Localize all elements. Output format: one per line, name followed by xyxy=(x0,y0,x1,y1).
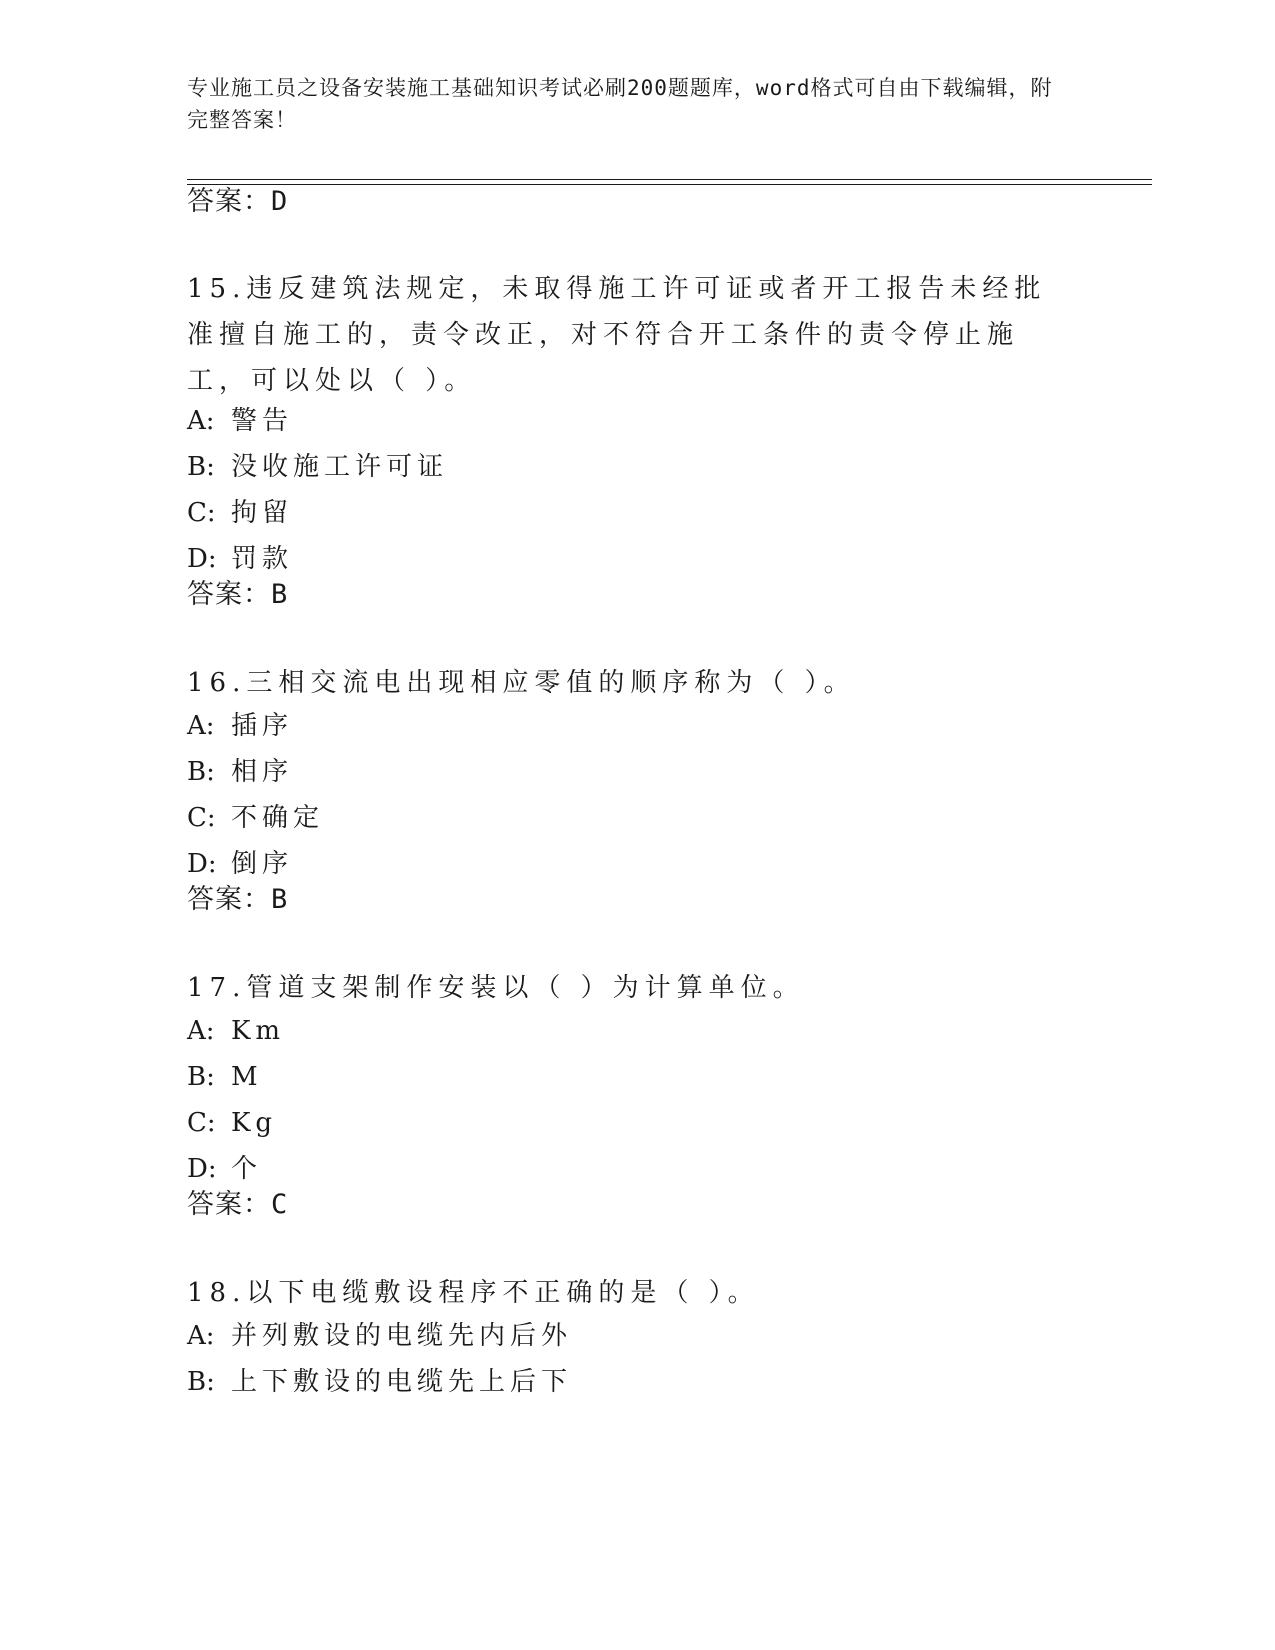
option-text: 拘留 xyxy=(231,498,294,528)
header-divider-top xyxy=(187,179,1152,180)
option-item xyxy=(187,1054,1087,1100)
answer-label: 答案：D xyxy=(187,186,289,217)
question-block xyxy=(187,266,1087,404)
option-item xyxy=(187,703,1087,749)
options-list xyxy=(187,1008,1087,1192)
option-text: 罚款 xyxy=(231,544,294,574)
option-key: C: xyxy=(187,498,216,528)
option-key: A: xyxy=(187,1321,215,1351)
option-item xyxy=(187,490,1087,536)
option-key: D: xyxy=(187,1154,217,1184)
options-list xyxy=(187,1313,1087,1405)
answer-label: 答案：B xyxy=(187,579,289,610)
options-list xyxy=(187,398,1087,582)
option-key: B: xyxy=(187,452,215,482)
option-text: 不确定 xyxy=(231,803,325,833)
option-item xyxy=(187,1008,1087,1054)
option-text: M xyxy=(231,1062,263,1092)
option-key: C: xyxy=(187,1108,216,1138)
option-item xyxy=(187,398,1087,444)
options-list xyxy=(187,703,1087,887)
option-text: 插序 xyxy=(231,711,294,741)
option-text: 个 xyxy=(231,1154,263,1184)
option-text: 并列敷设的电缆先内后外 xyxy=(231,1321,573,1351)
option-text: 没收施工许可证 xyxy=(231,452,449,482)
option-key: A: xyxy=(187,406,215,436)
option-text: Kg xyxy=(231,1108,278,1138)
option-text: 警告 xyxy=(231,406,294,436)
question-text: 15.违反建筑法规定，未取得施工许可证或者开工报告未经批准擅自施工的，责令改正，对不符合开工条件的责令停止施工，可以处以（ ）。 xyxy=(187,274,1047,396)
option-key: D: xyxy=(187,544,217,574)
option-item xyxy=(187,1100,1087,1146)
option-item xyxy=(187,444,1087,490)
option-text: 相序 xyxy=(231,757,294,787)
option-key: A: xyxy=(187,711,215,741)
question-block xyxy=(187,660,1087,706)
question-block xyxy=(187,965,1087,1011)
option-key: B: xyxy=(187,1367,215,1397)
option-key: B: xyxy=(187,757,215,787)
option-key: B: xyxy=(187,1062,215,1092)
option-key: A: xyxy=(187,1016,215,1046)
option-text: 上下敷设的电缆先上后下 xyxy=(231,1367,573,1397)
option-text: 倒序 xyxy=(231,849,294,879)
document-header: 专业施工员之设备安装施工基础知识考试必刷200题题库，word格式可自由下载编辑，附完整答案！ xyxy=(187,76,1053,132)
option-key: C: xyxy=(187,803,216,833)
answer-label: 答案：C xyxy=(187,1189,289,1220)
option-item xyxy=(187,1359,1087,1405)
option-item xyxy=(187,1313,1087,1359)
question-text: 18.以下电缆敷设程序不正确的是（ ）。 xyxy=(187,1278,760,1308)
question-text: 16.三相交流电出现相应零值的顺序称为（ ）。 xyxy=(187,668,856,698)
question-block xyxy=(187,1270,1087,1316)
option-key: D: xyxy=(187,849,217,879)
question-text: 17.管道支架制作安装以（ ）为计算单位。 xyxy=(187,973,805,1003)
answer-label: 答案：B xyxy=(187,884,289,915)
option-text: Km xyxy=(231,1016,286,1046)
option-item xyxy=(187,749,1087,795)
option-item xyxy=(187,795,1087,841)
